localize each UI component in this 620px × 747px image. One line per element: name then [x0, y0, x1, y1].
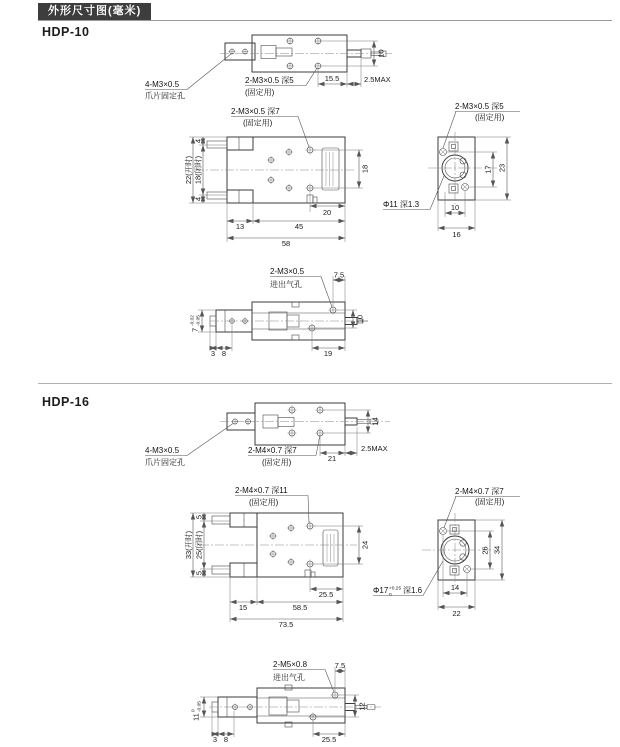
dim-34: 34 [492, 545, 502, 555]
dim-14: 14 [450, 583, 460, 592]
port-label2: 进出气孔 [270, 280, 302, 289]
outline [220, 403, 390, 445]
labels [145, 54, 317, 101]
fix-label: 2-M4×0.7 深11 [235, 486, 288, 495]
port-label2: 进出气孔 [273, 673, 305, 682]
dim-19: 19 [323, 349, 333, 358]
fix-label2: (固定用) [262, 458, 292, 467]
section-divider [38, 383, 612, 384]
labels [235, 486, 309, 523]
dim-585: 58.5 [292, 603, 308, 612]
dimensions [438, 520, 505, 618]
tol-hi: -0.02 [190, 315, 196, 326]
bore-label: Φ17 [373, 586, 389, 595]
page-title: 外形尺寸图(毫米) [38, 3, 151, 20]
fix-label: 2-M4×0.7 深7 [455, 487, 504, 496]
hdp16-side-view [370, 485, 570, 623]
dim-58: 58 [281, 239, 291, 248]
dim-17: 17 [483, 165, 493, 174]
model-heading-hdp16: HDP-16 [42, 395, 90, 409]
dim-8: 8 [221, 349, 227, 358]
tol-lo: -0.05 [197, 701, 203, 712]
dim-255: 25.5 [318, 590, 334, 599]
claw-label2: 爪片固定孔 [145, 91, 185, 101]
dim-jaw-bottom: 4 [193, 196, 203, 202]
fix-label: 2-M3×0.5 深7 [231, 107, 280, 116]
dim-22: 22 [452, 609, 461, 618]
dim-8: 8 [223, 735, 229, 744]
hdp10-side-view [380, 100, 545, 248]
port-label: 2-M3×0.5 [270, 267, 305, 276]
dim-stroke: 2.5MAX [364, 75, 391, 84]
fix-label: 2-M3×0.5 深5 [455, 102, 504, 111]
dim-20: 20 [322, 208, 332, 217]
dim-10: 10 [355, 314, 365, 324]
hdp16-front-view [185, 482, 400, 650]
dim-open: 33(开时) [184, 530, 193, 560]
outline [195, 137, 355, 203]
bore-tol-hi: +0.25 [389, 586, 402, 592]
dimensions [318, 41, 391, 87]
fix-label: 2-M4×0.7 深7 [248, 446, 297, 455]
bore-depth: 深1.6 [403, 586, 423, 595]
dim-jaw-top: 4 [193, 138, 203, 144]
dim-closed: 18(闭时) [193, 155, 203, 185]
hdp10-front-view [185, 103, 390, 263]
model-heading-hdp10: HDP-10 [42, 25, 90, 39]
dim-open: 22(开时) [184, 155, 193, 185]
dim-jaw-top: 5 [194, 514, 204, 520]
dim-jaw: 7 [190, 327, 200, 332]
dim-75: 7.5 [334, 661, 346, 670]
dim-255: 25.5 [321, 735, 337, 744]
dim-16: 16 [452, 230, 461, 239]
dim-3: 3 [212, 735, 218, 744]
labels [231, 107, 309, 147]
dim-75: 7.5 [333, 270, 345, 280]
dim-closed: 25(闭时) [194, 530, 204, 560]
fix-label2: (固定用) [475, 497, 505, 507]
dim-height: 10 [376, 49, 386, 58]
dim-jaw: 11 [191, 713, 201, 721]
header-rule [38, 20, 612, 21]
port-label: 2-M5×0.8 [273, 660, 308, 669]
bore-label: Φ11 深1.3 [383, 200, 420, 209]
tol-lo: -0.05 [196, 315, 202, 326]
dim-jaw-tol [191, 701, 203, 721]
tol-hi: 0 [191, 709, 197, 712]
dim-15: 15 [238, 603, 248, 612]
outline [200, 513, 357, 577]
dim-3: 3 [210, 349, 216, 358]
dim-offset: 21 [327, 454, 337, 463]
hdp16-top-view [140, 398, 455, 478]
dim-jaw-bottom: 5 [194, 570, 204, 576]
fix-label2: (固定用) [475, 113, 505, 122]
dimensions [183, 137, 370, 248]
labels [273, 660, 334, 692]
dim-45: 45 [294, 222, 304, 231]
hdp10-top-view [140, 26, 440, 104]
dim-13: 13 [235, 222, 245, 231]
dim-holes: 18 [360, 164, 370, 174]
dim-23: 23 [497, 163, 507, 173]
fix-label2: (固定用) [245, 88, 275, 97]
claw-label: 4-M3×0.5 [145, 80, 180, 89]
outline [220, 35, 392, 72]
dim-26: 26 [480, 546, 490, 555]
dim-height: 14 [370, 417, 380, 426]
claw-label: 4-M3×0.5 [145, 446, 180, 455]
outline [210, 302, 368, 340]
dimensions [183, 513, 370, 629]
dim-stroke: 2.5MAX [361, 444, 388, 453]
dim-offset: 15.5 [324, 74, 340, 83]
claw-label2: 爪片固定孔 [145, 458, 185, 467]
labels [373, 487, 520, 598]
dim-735: 73.5 [278, 620, 294, 629]
bore-tol-lo: 0 [389, 593, 392, 598]
dim-jaw-tol [190, 315, 202, 332]
fix-label2: (固定用) [249, 498, 279, 507]
hdp10-bottom-view [185, 262, 370, 370]
dim-holes: 24 [360, 540, 370, 550]
dim-12: 12 [357, 702, 367, 711]
labels [270, 267, 332, 307]
fix-label2: (固定用) [243, 118, 273, 128]
dim-10: 10 [450, 203, 460, 212]
hdp16-bottom-view [185, 645, 390, 747]
fix-label: 2-M3×0.5 深5 [245, 76, 294, 85]
